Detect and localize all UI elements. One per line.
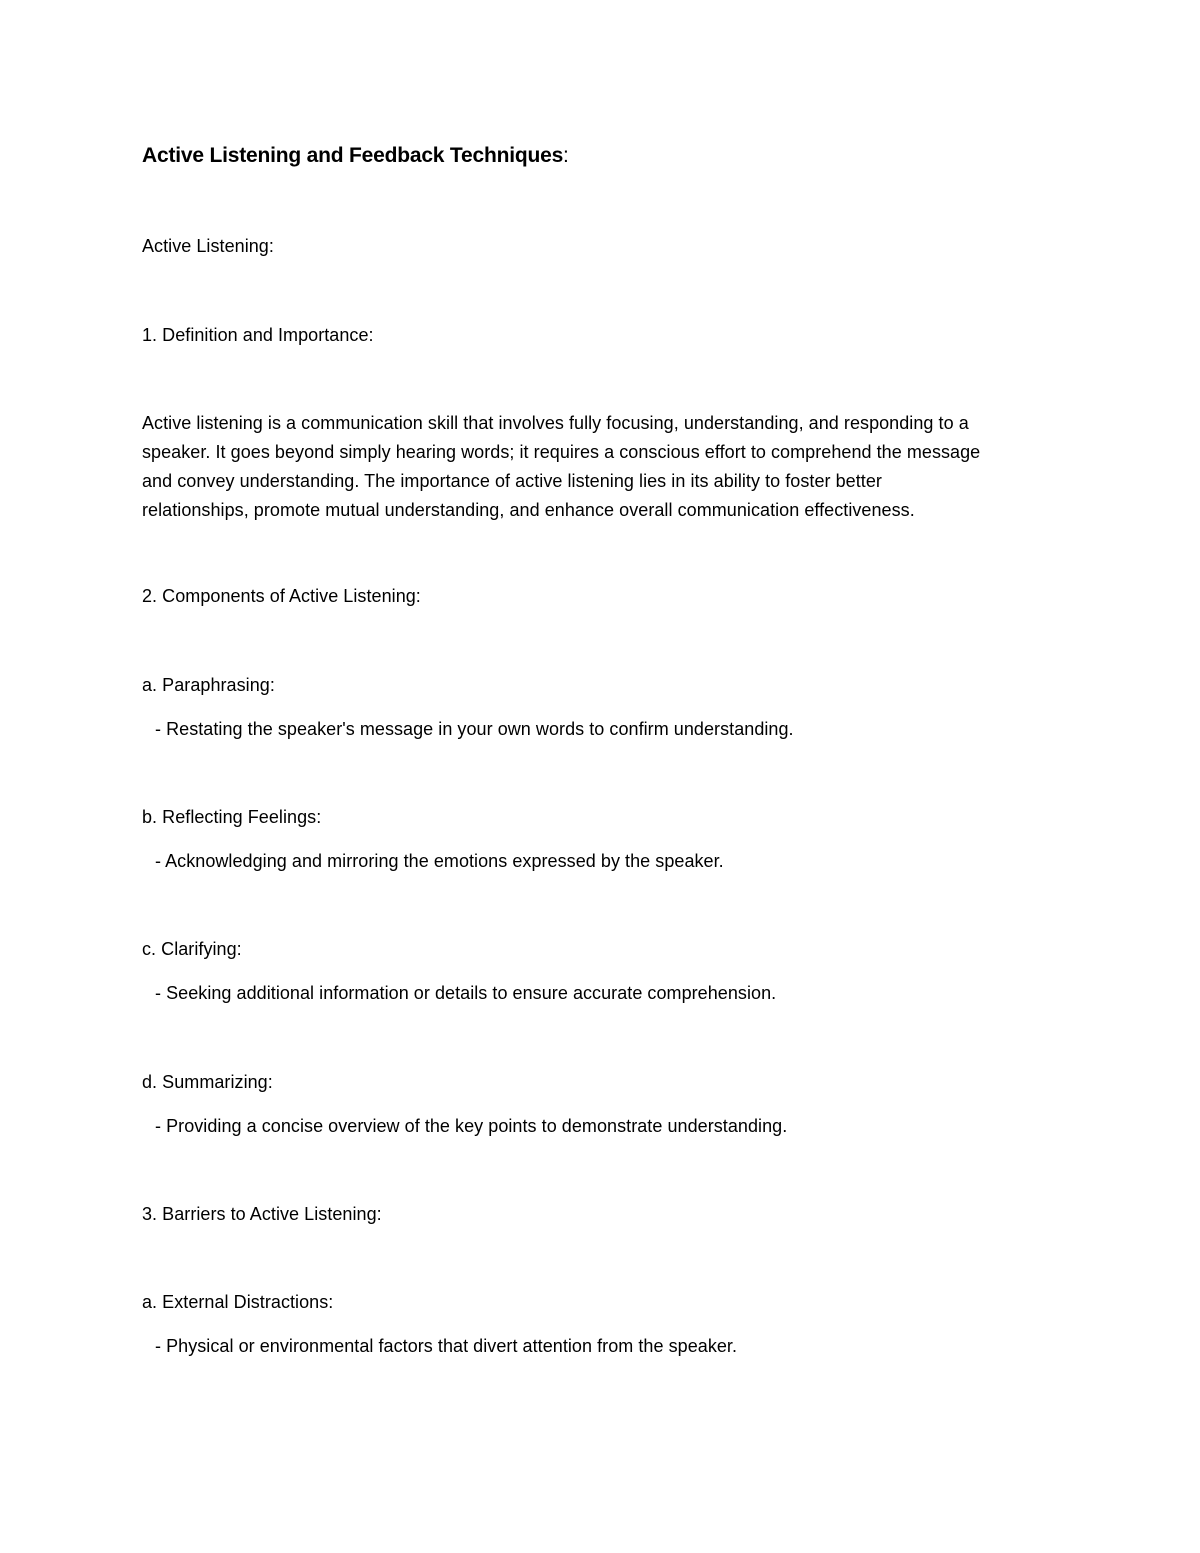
definition-heading: 1. Definition and Importance: — [142, 325, 374, 345]
section-heading: Active Listening: — [142, 236, 274, 256]
components-heading: 2. Components of Active Listening: — [142, 586, 421, 606]
reflecting-feelings-label: b. Reflecting Feelings: — [142, 807, 322, 827]
barriers-heading: 3. Barriers to Active Listening: — [142, 1204, 382, 1224]
paragraph-line: relationships, promote mutual understanding, and enhance overall communication effectiveness. — [142, 500, 915, 520]
clarifying-detail: - Seeking additional information or details to ensure accurate comprehension. — [155, 983, 777, 1003]
document-title-text: Active Listening and Feedback Techniques — [142, 144, 564, 167]
summarizing-detail: - Providing a concise overview of the key points to demonstrate understanding. — [155, 1116, 788, 1136]
reflecting-feelings-detail: - Acknowledging and mirroring the emotions expressed by the speaker. — [155, 851, 724, 871]
summarizing-label: d. Summarizing: — [142, 1072, 273, 1092]
document-title-colon: : — [563, 144, 569, 167]
paragraph-line: and convey understanding. The importance of active listening lies in its ability to foster better — [142, 471, 882, 491]
document-title — [142, 141, 569, 170]
paragraph-line: speaker. It goes beyond simply hearing words; it requires a conscious effort to comprehend the message — [142, 442, 981, 462]
paraphrasing-label: a. Paraphrasing: — [142, 675, 275, 695]
paragraph-line: Active listening is a communication skill that involves fully focusing, understanding, and responding to a — [142, 413, 969, 433]
clarifying-label: c. Clarifying: — [142, 939, 242, 959]
external-distractions-detail: - Physical or environmental factors that divert attention from the speaker. — [155, 1336, 738, 1356]
definition-paragraph — [142, 409, 1072, 525]
external-distractions-label: a. External Distractions: — [142, 1292, 334, 1312]
paraphrasing-detail: - Restating the speaker's message in your own words to confirm understanding. — [155, 719, 794, 739]
